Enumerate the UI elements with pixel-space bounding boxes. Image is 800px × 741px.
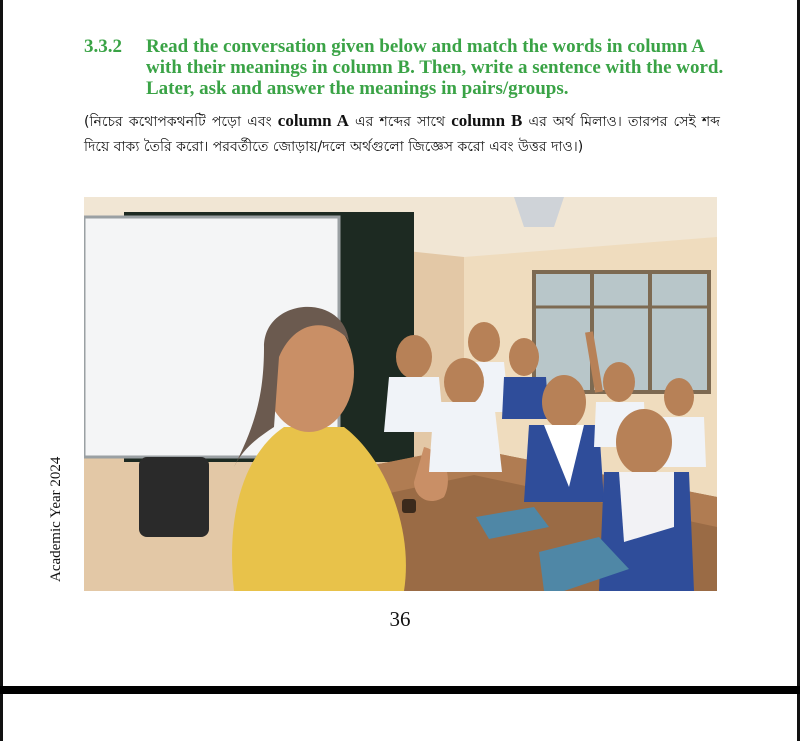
page-border-left <box>0 0 3 686</box>
next-page-border-left <box>0 694 3 741</box>
bangla-part3: এর অর্থ মিলাও। তারপর সেই শব্দ দিয়ে বাক্য তৈরি করো। পরবর্তীতে জোড়ায়/দলে অর্থগুলো জিজ্ঞেস করো এবং উত্তর দাও।) <box>84 114 720 155</box>
column-a-label: column A <box>277 111 349 130</box>
classroom-illustration <box>84 197 717 591</box>
bangla-part1: (নিচের কথোপকথনটি পড়ো এবং <box>84 114 278 130</box>
section-number: 3.3.2 <box>84 36 122 57</box>
academic-year-label: Academic Year 2024 <box>48 456 64 582</box>
section-heading <box>84 36 724 99</box>
section-instruction: Read the conversation given below and match the words in column A with their meanings in column B. Then, write a sentence with the word. Later, ask and answer the meanings in pairs/groups. <box>146 36 724 99</box>
bangla-part2: এর শব্দের সাথে <box>348 114 452 130</box>
next-page-area <box>0 694 800 741</box>
bangla-instruction <box>84 108 720 160</box>
column-b-label: column B <box>451 111 523 130</box>
page-separator-band <box>0 686 800 694</box>
page-number: 36 <box>389 607 411 631</box>
